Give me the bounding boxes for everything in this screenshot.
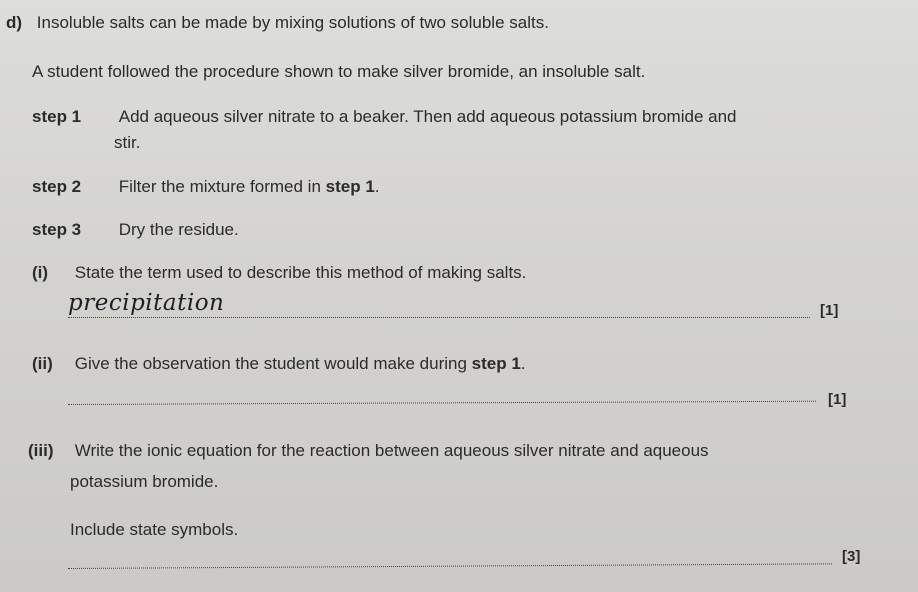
- question-i-number: (i): [32, 263, 49, 282]
- question-ii-marks: [1]: [828, 391, 847, 408]
- question-ii-line: [32, 354, 526, 374]
- step-3-text: Dry the residue.: [118, 220, 239, 239]
- question-ii-text-main: Give the observation the student would make during: [74, 354, 472, 373]
- question-iii-text-cont: potassium bromide.: [70, 472, 219, 491]
- question-iii-line: [28, 441, 709, 461]
- step-2-step-ref: step 1: [325, 177, 375, 196]
- step-1-label: step 1: [32, 107, 82, 126]
- question-ii-answer-line[interactable]: [68, 401, 816, 405]
- step-2-label: step 2: [32, 177, 82, 196]
- question-ii-text-end: .: [520, 354, 526, 373]
- question-ii-text: [75, 354, 526, 373]
- step-3-label: step 3: [32, 220, 82, 239]
- question-ii-number: (ii): [32, 354, 53, 373]
- step-1-text: Add aqueous silver nitrate to a beaker. Then add aqueous potassium bromide and: [118, 107, 737, 126]
- part-d-line: [6, 13, 549, 33]
- question-i-line: [32, 263, 526, 283]
- step-1-line: [32, 107, 737, 127]
- step-2-text-end: .: [374, 177, 380, 196]
- question-iii-instruction: Include state symbols.: [70, 520, 239, 539]
- part-d-label: d): [6, 13, 23, 32]
- question-i-answer-line[interactable]: [68, 317, 810, 318]
- step-3-line: [32, 220, 239, 240]
- question-i-handwritten-answer: precipitation: [68, 290, 225, 316]
- question-iii-text: Write the ionic equation for the reaction between aqueous silver nitrate and aqueous: [74, 441, 709, 460]
- intro-text: A student followed the procedure shown to make silver bromide, an insoluble salt.: [32, 62, 646, 81]
- step-1-text-cont: stir.: [114, 133, 141, 152]
- step-2-text-main: Filter the mixture formed in: [118, 177, 326, 196]
- part-d-text: Insoluble salts can be made by mixing solutions of two soluble salts.: [36, 13, 549, 32]
- question-iii-answer-line[interactable]: [68, 563, 832, 569]
- step-2-line: [32, 177, 380, 197]
- question-iii-number: (iii): [28, 441, 54, 460]
- question-i-text: State the term used to describe this method of making salts.: [74, 263, 527, 282]
- question-i-marks: [1]: [820, 302, 839, 319]
- step-2-text: [119, 177, 380, 196]
- question-ii-step-ref: step 1: [471, 354, 521, 373]
- question-iii-marks: [3]: [842, 548, 861, 565]
